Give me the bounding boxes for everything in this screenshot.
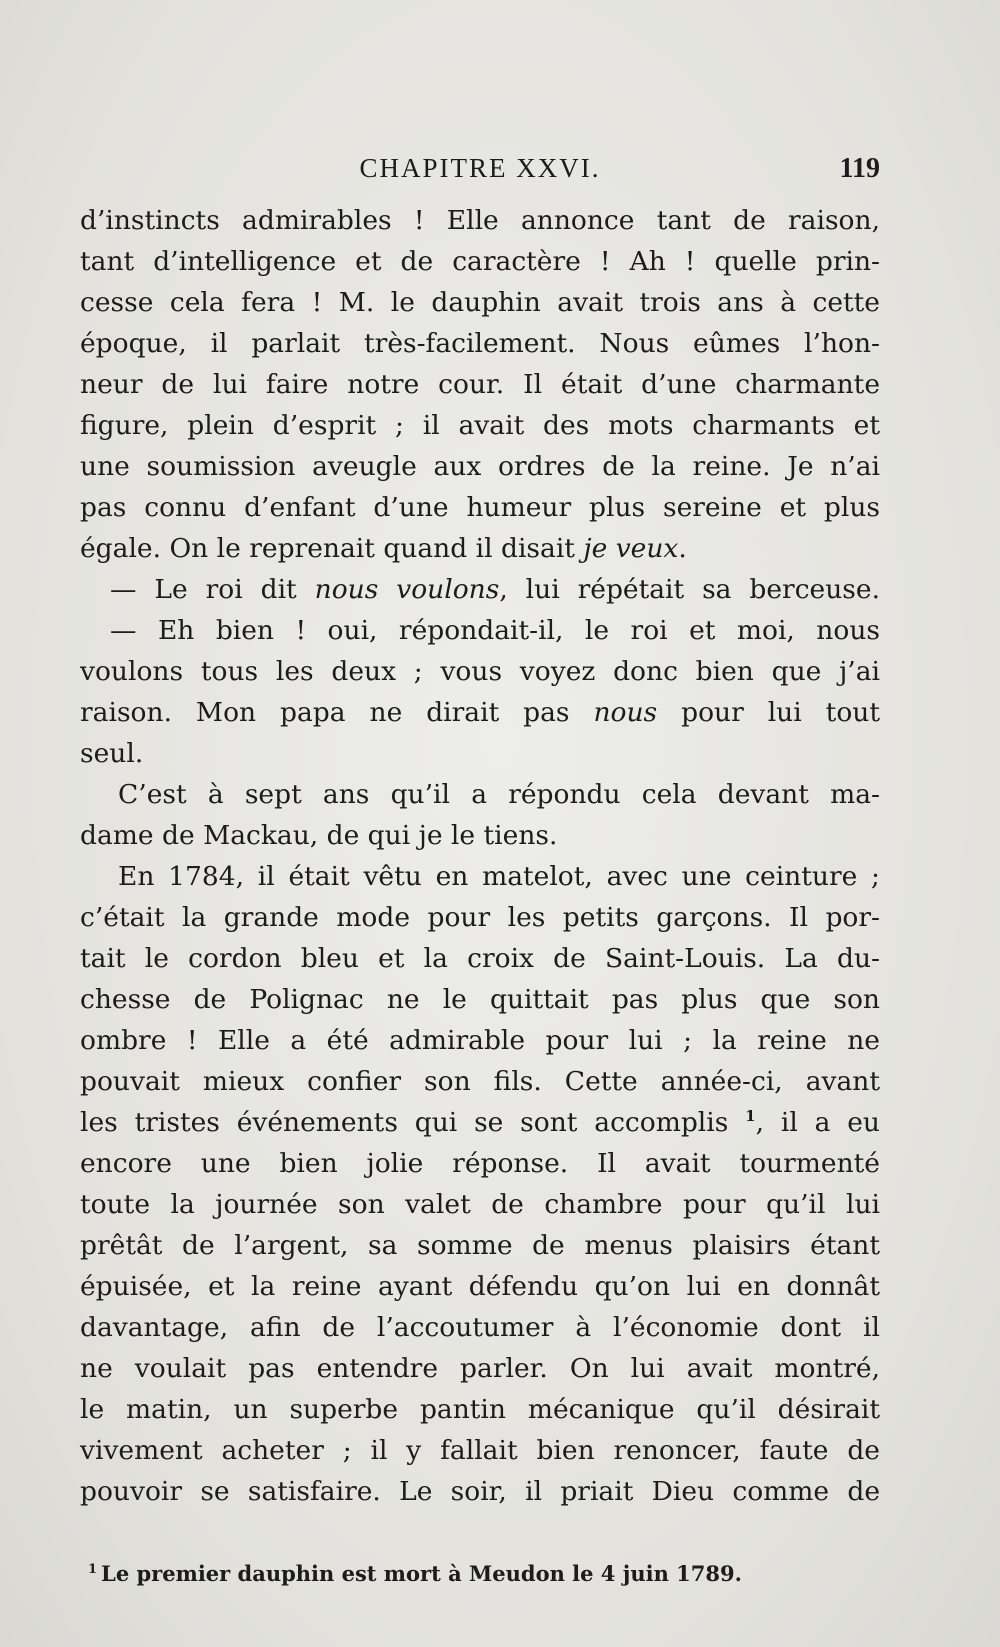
- text-line: le matin, un superbe pantin mécanique qu’il désirait: [80, 1394, 880, 1425]
- text-line: [80, 569, 880, 610]
- text-line: une soumission aveugle aux ordres de la reine. Je n’ai: [80, 451, 880, 482]
- footnote-mark: 1: [88, 1562, 98, 1577]
- text-line: vivement acheter ; il y fallait bien renoncer, faute de: [80, 1435, 880, 1466]
- text-line: pas connu d’enfant d’une humeur plus sereine et plus: [80, 492, 880, 523]
- text-run: pour lui tout: [657, 697, 880, 728]
- text-line: pouvoir se satisfaire. Le soir, il priait Dieu comme de: [80, 1476, 880, 1507]
- footnote-reference[interactable]: 1: [745, 1107, 756, 1126]
- page-number: 119: [839, 153, 880, 184]
- footnote: [88, 1561, 888, 1586]
- italic-run: nous voulons: [314, 574, 500, 605]
- text-run: raison. Mon papa ne dirait pas: [80, 697, 594, 728]
- text-line: ne voulait pas entendre parler. On lui avait montré,: [80, 1353, 880, 1384]
- text-line: dame de Mackau, de qui je le tiens.: [80, 820, 558, 851]
- text-line: [80, 528, 880, 569]
- text-line: pouvait mieux confier son fils. Cette année-ci, avant: [80, 1066, 880, 1097]
- text-line: chesse de Polignac ne le quittait pas plus que son: [80, 984, 880, 1015]
- text-line: ombre ! Elle a été admirable pour lui ; la reine ne: [80, 1025, 880, 1056]
- text-line: [80, 1102, 880, 1143]
- italic-run: je veux: [583, 533, 679, 564]
- text-run: , il a eu: [755, 1107, 880, 1138]
- running-header: [80, 153, 880, 197]
- text-line: épuisée, et la reine ayant défendu qu’on lui en donnât: [80, 1271, 880, 1302]
- text-line: [80, 692, 880, 733]
- text-line: En 1784, il était vêtu en matelot, avec une ceinture ;: [118, 861, 880, 892]
- text-line: époque, il parlait très-facilement. Nous eûmes l’hon-: [80, 328, 880, 359]
- text-run: — Le roi dit: [110, 574, 315, 605]
- text-line: figure, plein d’esprit ; il avait des mots charmants et: [80, 410, 880, 441]
- text-line: d’instincts admirables ! Elle annonce tant de raison,: [80, 205, 880, 236]
- text-run: , lui répétait sa berceuse.: [499, 574, 881, 605]
- text-line: tait le cordon bleu et la croix de Saint-Louis. La du-: [80, 943, 880, 974]
- text-line: prêtât de l’argent, sa somme de menus plaisirs étant: [80, 1230, 880, 1261]
- text-line: C’est à sept ans qu’il a répondu cela devant ma-: [118, 779, 880, 810]
- text-line: encore une bien jolie réponse. Il avait tourmenté: [80, 1148, 880, 1179]
- body-text: [80, 200, 880, 1512]
- text-line: toute la journée son valet de chambre pour qu’il lui: [80, 1189, 880, 1220]
- text-run: .: [678, 533, 687, 564]
- text-line: seul.: [80, 738, 144, 769]
- chapter-title: CHAPITRE XXVI.: [359, 153, 601, 183]
- italic-run: nous: [593, 697, 658, 728]
- text-run: égale. On le reprenait quand il disait: [80, 533, 584, 564]
- text-run: les tristes événements qui se sont accomplis: [80, 1107, 746, 1138]
- footnote-text: Le premier dauphin est mort à Meudon le 4 juin 1789.: [101, 1561, 742, 1586]
- text-line: tant d’intelligence et de caractère ! Ah ! quelle prin-: [80, 246, 880, 277]
- text-line: davantage, afin de l’accoutumer à l’économie dont il: [80, 1312, 880, 1343]
- text-line: c’était la grande mode pour les petits garçons. Il por-: [80, 902, 880, 933]
- text-line: voulons tous les deux ; vous voyez donc bien que j’ai: [80, 656, 880, 687]
- text-line: neur de lui faire notre cour. Il était d’une charmante: [80, 369, 880, 400]
- text-line: — Eh bien ! oui, répondait-il, le roi et moi, nous: [110, 615, 880, 646]
- text-line: cesse cela fera ! M. le dauphin avait trois ans à cette: [80, 287, 880, 318]
